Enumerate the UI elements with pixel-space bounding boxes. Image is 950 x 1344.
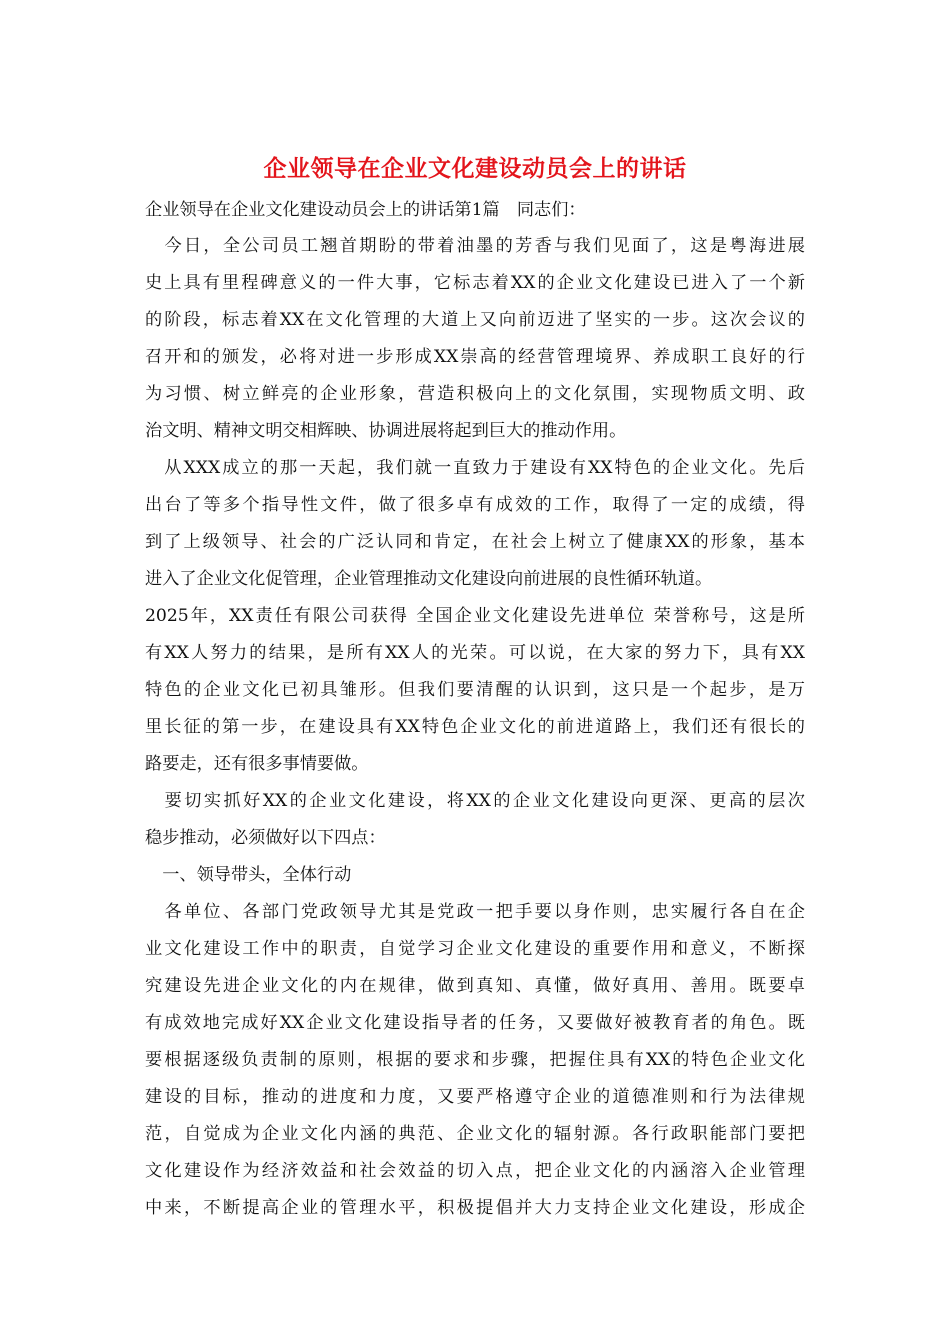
body-line: 从XXX成立的那一天起，我们就一直致力于建设有XX特色的企业文化。先后 — [145, 458, 805, 478]
body-line: 2025年，XX责任有限公司获得 全国企业文化建设先进单位 荣誉称号，这是所 — [145, 606, 805, 626]
body-line: 要切实抓好XX的企业文化建设，将XX的企业文化建设向更深、更高的层次 — [145, 791, 805, 811]
body-line: 文化建设作为经济效益和社会效益的切入点，把企业文化的内涵溶入企业管理 — [145, 1161, 805, 1181]
body-line: 为习惯、树立鲜亮的企业形象，营造积极向上的文化氛围，实现物质文明、政 — [145, 384, 805, 404]
body-line: 里长征的第一步，在建设具有XX特色企业文化的前进道路上，我们还有很长的 — [145, 717, 805, 737]
body-line: 稳步推动，必须做好以下四点： — [145, 828, 386, 848]
body-line: 到了上级领导、社会的广泛认同和肯定，在社会上树立了健康XX的形象，基本 — [145, 532, 805, 552]
body-line: 史上具有里程碑意义的一件大事，它标志着XX的企业文化建设已进入了一个新 — [145, 273, 805, 293]
body-line: 治文明、精神文明交相辉映、协调进展将起到巨大的推动作用。 — [145, 421, 627, 441]
body-line: 企业领导在企业文化建设动员会上的讲话第1篇 同志们： — [145, 200, 586, 220]
body-line: 要根据逐级负责制的原则，根据的要求和步骤，把握住具有XX的特色企业文化 — [145, 1050, 805, 1070]
body-line: 各单位、各部门党政领导尤其是党政一把手要以身作则，忠实履行各自在企 — [145, 902, 805, 922]
body-line: 进入了企业文化促管理，企业管理推动文化建设向前进展的良性循环轨道。 — [145, 569, 713, 589]
body-line: 的阶段，标志着XX在文化管理的大道上又向前迈进了坚实的一步。这次会议的 — [145, 310, 805, 330]
body-line: 今日，全公司员工翘首期盼的带着油墨的芳香与我们见面了，这是粤海进展 — [145, 236, 805, 256]
body-line: 业文化建设工作中的职责，自觉学习企业文化建设的重要作用和意义，不断探 — [145, 939, 805, 959]
body-line: 特色的企业文化已初具雏形。但我们要清醒的认识到，这只是一个起步，是万 — [145, 680, 805, 700]
body-line: 召开和的颁发，必将对进一步形成XX崇高的经营管理境界、养成职工良好的行 — [145, 347, 805, 367]
body-line: 中来，不断提高企业的管理水平，积极提倡并大力支持企业文化建设，形成企 — [145, 1198, 805, 1218]
section-heading: 一、领导带头，全体行动 — [145, 865, 352, 885]
body-line: 有成效地完成好XX企业文化建设指导者的任务，又要做好被教育者的角色。既 — [145, 1013, 805, 1033]
body-line: 路要走，还有很多事情要做。 — [145, 754, 369, 774]
body-line: 究建设先进企业文化的内在规律，做到真知、真懂，做好真用、善用。既要卓 — [145, 976, 805, 996]
body-line: 出台了等多个指导性文件，做了很多卓有成效的工作，取得了一定的成绩，得 — [145, 495, 805, 515]
body-line: 范，自觉成为企业文化内涵的典范、企业文化的辐射源。各行政职能部门要把 — [145, 1124, 805, 1144]
body-line: 有XX人努力的结果，是所有XX人的光荣。可以说，在大家的努力下，具有XX — [145, 643, 805, 663]
body-line: 建设的目标，推动的进度和力度，又要严格遵守企业的道德准则和行为法律规 — [145, 1087, 805, 1107]
document-title: 企业领导在企业文化建设动员会上的讲话 — [263, 155, 687, 182]
